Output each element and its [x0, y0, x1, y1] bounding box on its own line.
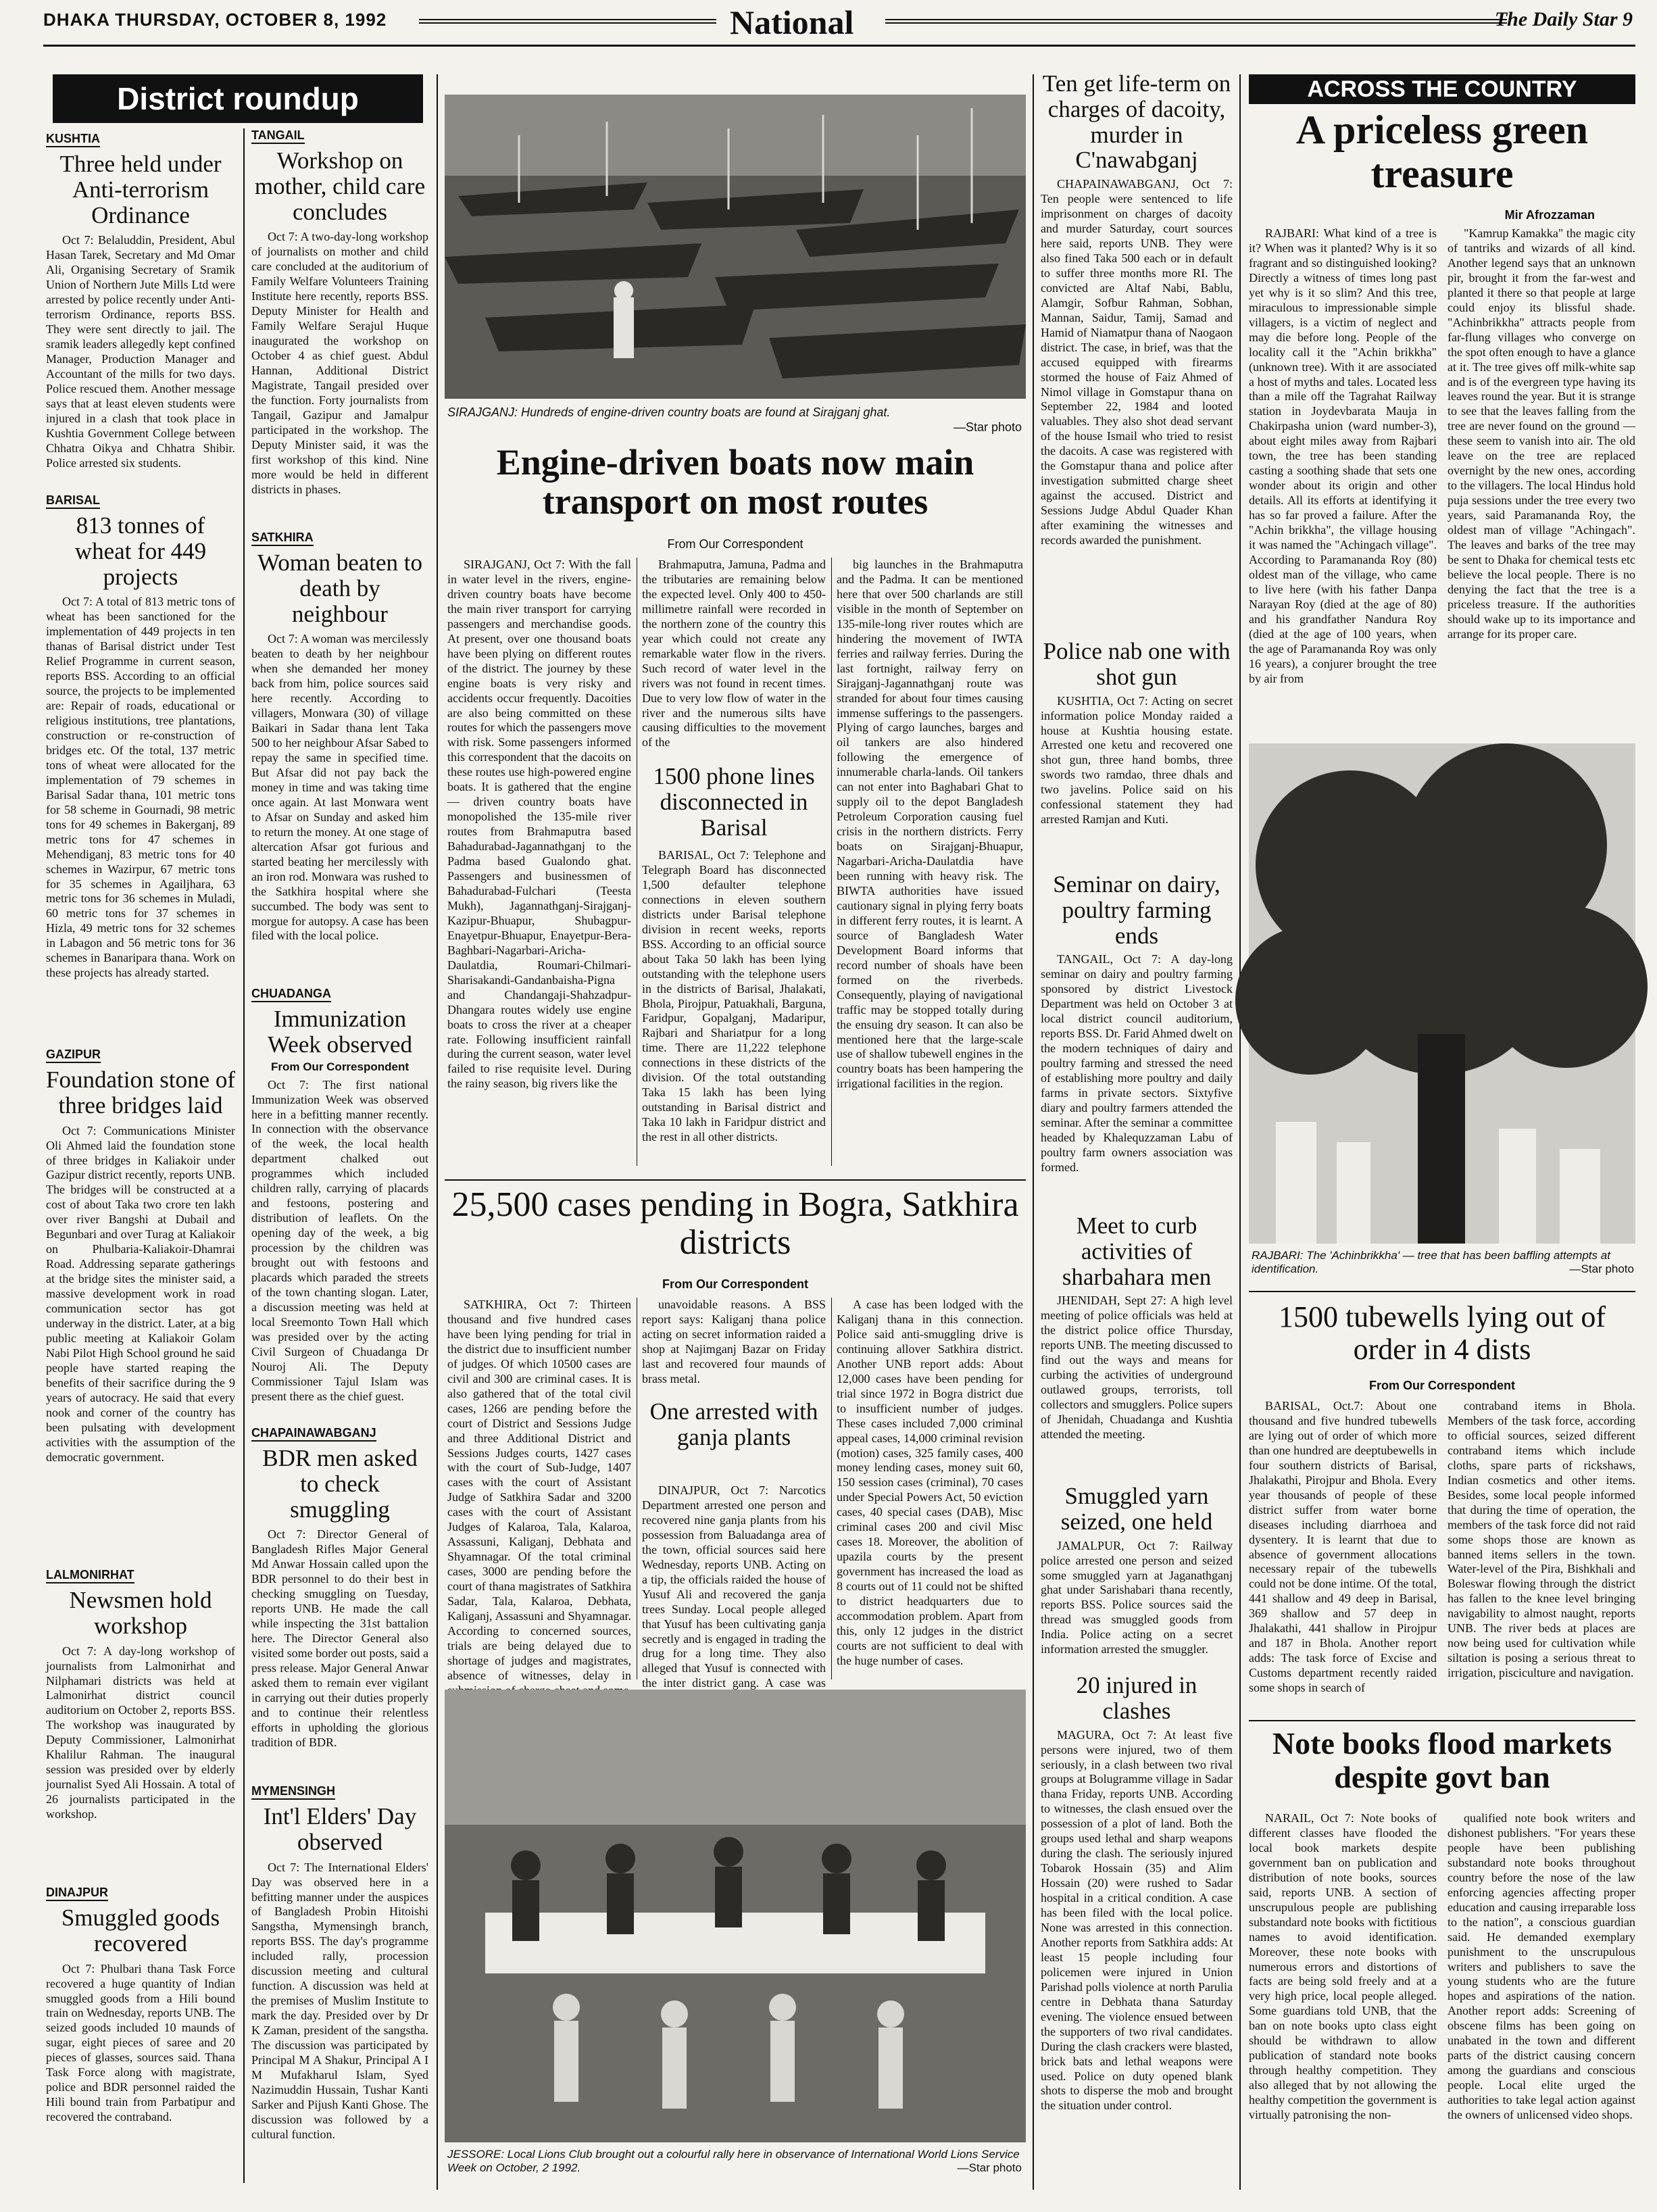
tree-photo-illustration	[1249, 743, 1635, 1244]
headline: Int'l Elders' Day observed	[263, 1803, 417, 1855]
headline: 813 tonnes of wheat for 449 projects	[74, 512, 207, 590]
headline: Immunization Week observed	[268, 1006, 412, 1058]
location-label: GAZIPUR	[46, 1048, 101, 1063]
jessore-photo	[445, 1690, 1026, 2142]
tubewells-headline: 1500 tubewells lying out of order in 4 dists	[1279, 1300, 1606, 1366]
phones-body: BARISAL, Oct 7: Telephone and Telegraph Board has disconnected 1,500 defaulter telephone connections in eleven southern districts under Barisal telephone division in recent weeks, reports BSS. According to an official source about Taka 50 lakh has been lying outstanding with the telephone users in the districts of Barisal, Jhalakati, Bhola, Pirojpur, Patuakhali, Barguna, Faridpur, Gopalganj, Madaripur, Rajbari and Shariatpur for a long time. There are 11,222 telephone connections in these districts of the division. Of the total outstanding Taka 15 lakh has been lying outstanding in Barisal district and Taka 10 lakh in Faridpur district and the rest in all other districts.	[642, 848, 826, 1144]
tubewells-byline: From Our Correspondent	[1368, 1379, 1515, 1392]
story-satkhira	[251, 531, 428, 977]
story-body: JHENIDAH, Sept 27: A high level meeting of police officials was held at the district police office Thursday, reports UNB. The meeting discussed to find out the ways and means for curbing the activities of underground outlawed groups, terrorists, toll collectors and smugglers. Police supers of Jhenidah, Chuadanga and Kushtia attended the meeting.	[1041, 1294, 1233, 1441]
headline: Newsmen hold workshop	[69, 1587, 212, 1639]
story-body: Oct 7: Communications Minister Oli Ahmed laid the foundation stone of three bridges in Kaliakoir under Gazipur district recently, reports UNB. The bridges will be constructed at a cost of about Taka two crore ten lakh over river Bangshi at Dubail and Begunbari and over Turag at Kaliakoir on Phulbaria-Kaliakoir-Dhamrai Road. Addressing separate gatherings at the bridge sites the minister said, a massive development work in road communication sector has got underway in the district. Later, at a big public meeting at Kaliakoir Golam Nabi Pilot High School ground he said people have started reaping the benefits of their sacrifice during the 9 years of autocracy. He said that every nook and corner of the country has been pulsating with development activities with the assumption of the democratic government.	[46, 1123, 235, 1464]
location-label: KUSHTIA	[46, 132, 100, 147]
headline: Ten get life-term on charges of dacoity, murder in C'nawabganj	[1042, 70, 1231, 174]
story-body: TANGAIL, Oct 7: A day-long seminar on dairy and poultry farming sponsored by district Livestock Department was held on October 3 at local district council auditorium, reports BSS. Dr. Farid Ahmed dwelt on the modern techniques of dairy and poultry farming and stressed the need of establishing more poultry and daily farms in private sectors. Sixtyfive diary and poultry farmers attended the seminar. After the seminar a committee headed by Khalequzzaman Labu of poultry farm owners association was formed.	[1041, 952, 1233, 1174]
bogra-headline: 25,500 cases pending in Bogra, Satkhira districts	[451, 1185, 1019, 1262]
story-body: Oct 7: A two-day-long workshop of journalists on mother and child care concluded at the auditorium of Family Welfare Volunteers Training Institute here recently, reports BSS. Deputy Minister for Health and Family Welfare Serajul Huque inaugurated the workshop on October 4 as chief guest. Abdul Hannan, Additional District Magistrate, Tangail presided over the function. Forty journalists from Tangail, Gazipur and Jamalpur participated in the workshop. The Deputy Minister said, it was the first workshop of this kind. Nine more would be held in different districts in phases.	[251, 230, 428, 496]
story-dacoity	[1041, 71, 1233, 637]
boats-photo-illustration	[445, 95, 1026, 399]
story-body: Oct 7: A total of 813 metric tons of wheat has been sanctioned for the implementation of 449 projects in ten thanas of Barisal district under Test Relief Programme in current season, reports BSS. According to an official source, the projects to be implemented are: Repair of roads, educational or religious institutions, tree plantations, construction or re-construction of bridges etc. Of the total, 137 metric tons of wheat were allocated for the implementation of 79 schemes in Barisal Sadar thana, 101 metric tons for 58 scheme in Gournadi, 98 metric tons for 49 schemes in Bakerganj, 89 metric tons for 47 schemes in Mehendiganj, 83 metric tons for 40 schemes in Wazirpur, 67 metric tons for 35 schemes in Agailjhara, 63 metric tons for 36 schemes in Muladi, 60 metric tons for 37 schemes in Hizla, 49 metric tons for 32 schemes in Labagon and 56 metric tons for 36 schemes in Banaripara thana. Work on these projects has already started.	[46, 595, 235, 980]
story-gazipur	[46, 1048, 235, 1624]
ganja-headline: One arrested with ganja plants	[649, 1398, 818, 1450]
story-shotgun	[1041, 639, 1233, 850]
story-body: MAGURA, Oct 7: At least five persons were injured, two of them seriously, in a clash between two rival groups at Bolugramme village in Sadar thana Friday, reports UNB. According to witnesses, the clash ensued over the possession of a plot of land. Both the groups used lethal and sharp weapons during the clash. The seriously injured Tobarok Hossain (35) and Alim Hossain (20) were rushed to Sadar hospital in a critical condition. A case has been filed with the local police. None was arrested in this connection. Another reports from Satkhira adds: At least 15 people including four policemen were injured in Union Parishad polls violence at north Parulia centre in Debhata thana Saturday evening. The violence ensued between the supporters of two rival candidates. During the clash crackers were blasted, brick bats and lethal weapons were used. Police on duty opened blank shots to disperse the mob and brought the situation under control.	[1041, 1727, 1233, 2113]
boats-col-1: SIRAJGANJ, Oct 7: With the fall in water level in the rivers, engine-driven country boats have become the main river transport for carrying passengers and merchandise goods. At present, over one thousand boats have been plying on different routes of the district. The journey by these engine boats is very risky and accidents occur frequently. Dacoities are also being committed on these routes for which the passengers move with risk. Some passengers informed this correspondent that the dacoits on these routes use high-powered engine boats. It is gathered that the engine — driven country boats have monopolished the 135-mile river routes from Brahmaputra based Bahadurabad-Jagannathganj to the Padma based Gualondo ghat. Passengers and businessmen of Bahadurabad-Fulchari (Teesta Mukh), Jagannathganj-Sirajganj-Kazipur-Bhuapur, Shubagpur-Enayetpur-Bhuapur, Enayetpur-Bera-Baghbari-Nagarbari-Aricha-Daulatdia, Roumari-Chilmari-Sharisakandi-Gandanbaisha-Pigna and Chandangaji-Shahzadpur-Dhangara routes widely use engine boats to cross the river at a cheaper rate. Following insufficient rainfall during the current season, water level failed to rise requisite level. During the rainy season, big rivers like the	[447, 558, 631, 1091]
column-rule	[243, 128, 245, 2183]
story-seminar	[1041, 872, 1233, 1243]
tree-caption: RAJBARI: The 'Achinbrikkha' — tree that has been baffling attempts at identification. —Star photo	[1252, 1249, 1634, 1276]
story-body: Oct 7: Belaluddin, President, Abul Hasan Tarek, Secretary and Md Omar Ali, Organising Secretary of Sramik Union of Northern Jute Mills Ltd were arrested by police recently under Anti-terrorism Ordinance, reports BSS. They were sent directly to jail. The sramik leaders allegedly kept confined Manager, Production Manager and Accountant of the mills for two days. Police rescued them. Another message says that at least eleven students were injured in a clash that took place in Kushtia Government College between Chhatra Oikya and Chhatra Shibir. Police arrested six students.	[46, 233, 235, 470]
boats-col-3: big launches in the Brahmaputra and the Padma. It can be mentioned here that over 500 charlands are still visible in the month of September on 135-mile-long river routes which are hindering the movement of IWTA ferries and railway ferries. During the last fortnight, railway ferry on Sirajganj-Jagannathganj route was stranded for about four times causing immense sufferings to the passengers. Plying of cargo launches, barges and oil tankers are also hindered following the emergence of innumerable charla-lands. Oil tankers can not enter into Baghabari Ghat to supply oil to the depot Bangladesh Petroleum Corporation causing fuel crisis in the northern districts. Ferry boats on Sirajganj-Bhuapur, Nagarbari-Aricha-Daulatdia have been running with heavy risk. The BIWTA authorities have issued cautionary signal in plying ferry boats in different ferry routes, it is learnt. A source of Bangladesh Water Development Board informs that record number of shoals have been formed on the riverbeds. Consequently, playing of navigational traffic may be stopped totally during the ensuing dry season. It can also be mentioned here that the large-scale use of shallow tubewell engines in the country boats has been hampering the irrigational facilities in the region.	[837, 558, 1023, 1091]
column-rule	[1239, 74, 1241, 2190]
photo-credit: —Star photo	[957, 2161, 1022, 2175]
story-body: CHAPAINAWABGANJ, Oct 7: Ten people were sentenced to life imprisonment on charges of dacoity and murder Saturday, court sources here said, reports UNB. They were also fined Taka 500 each or in default to suffer three months more RI. The convicted are Altaf Nabi, Bablu, Alamgir, Sofbur Rahman, Sobhan, Mannan, Saidur, Tamij, Samad and Hamid of Niamatpur thana of Naogaon district. The case, in brief, was that the accused equipped with firearms stormed the house of Faiz Ahmed of Nimol village in Gomstapur thana on September 22, 1984 and looted valuables. They also shot dead servant of the house Ismail who tried to resist the dacoits. A case was registered with the Gomstapur thana and police after investigation submitted charge sheet against the accused. District and Sessions Judge Abdul Quader Khan after examining the witnesses and records awarded the punishment.	[1041, 177, 1233, 547]
story-lalmonirhat	[46, 1568, 235, 1901]
ganja-body: DINAJPUR, Oct 7: Narcotics Department arrested one person and recovered nine ganja plants from his possession from Baluadanga area of the town, official sources said here Wednesday, reports UNB. Acting on a tip, the officials raided the house of Yusuf Ali and recovered the ganja trees Sunday. Local people alleged that Yusuf has been cultivating ganja secretly and is engaged in trading the drug for a long time. They also alleged that Yusuf is connected with the inter district gang. A case was	[642, 1483, 826, 1690]
location-label: BARISAL	[46, 493, 100, 509]
jessore-photo-illustration	[445, 1690, 1026, 2142]
photo-credit: —Star photo	[1569, 1262, 1634, 1276]
location-label: DINAJPUR	[46, 1886, 108, 1901]
story-body: Oct 7: A woman was mercilessly beaten to death by her neighbour when she demanded her money back from him, police sources said here recently. According to villagers, Monwara (30) of village Baikari in Sadar thana lent Taka 500 to her neighbour Afsar Sabed to repay the same in specified time. But Afsar did not pay back the money in time and was taking time once again. At last Monwara went to Afsar on Sunday and asked him to return the money. At one stage of altercation Afsar got furious and started beating her mercilessly with an iron rod. Monwara was rushed to the Satkhira hospital where she succumbed. The body was sent to morgue for autopsy. A case has been filed with the local police.	[251, 632, 428, 943]
top-rule	[43, 45, 1635, 47]
headline: BDR men asked to check smuggling	[262, 1445, 418, 1523]
boats-byline: From Our Correspondent	[667, 537, 803, 551]
notebooks-col-2: qualified note book writers and dishonest publishers. "For years these people have been publishing substandard note books throughout country before the nose of the law enforcing agencies affecting proper education and causing irreparable loss to the nation", a conscious guardian said. He demanded exemplary punishment to the unscrupulous writers and publishers to save the young students who are the future hopes and aspirations of the nation. Another report adds: Screening of obscene films has been going on unabated in the town and different parts of the district causing concern among the guardians and conscious people. Local elite urged the authorities to take legal action against the owners of unlicensed video shops.	[1448, 1811, 1635, 2122]
masthead-rule-right	[885, 19, 1507, 24]
column-rule	[1033, 74, 1034, 2190]
photo-credit: —Star photo	[953, 420, 1022, 434]
dateline: DHAKA THURSDAY, OCTOBER 8, 1992	[43, 9, 387, 30]
section-rule	[1249, 1720, 1635, 1721]
story-body: Oct 7: Phulbari thana Task Force recovered a huge quantity of Indian smuggled goods from a Hili bound train on Wednesday, reports UNB. The seized goods included 10 maunds of sugar, eight pieces of saree and 20 pieces of glasses, sources said. Thana Task Force along with magistrate, police and BDR personnel raided the Hili bound train from Parbatipur and recovered the contraband.	[46, 1961, 235, 2124]
masthead-rule-left	[419, 19, 716, 24]
headline: Workshop on mother, child care concludes	[254, 147, 426, 225]
boats-photo	[445, 95, 1026, 399]
headline: Smuggled goods recovered	[61, 1904, 220, 1957]
story-kushtia	[46, 132, 235, 517]
story-body: Oct 7: The first national Immunization Week was observed here in a befitting manner recently. In connection with the observance of the week, the local health department chalked out programmes which included children rally, carrying of placards and festoons, postering and distribution of leaflets. On the opening day of the week, a big procession by the children was brought out with festoons and placards which paraded the streets of the town chanting slogan. Later, a discussion meeting was held at local Sreemonto Town Hall which was presided over by the acting Civil Surgeon of Chuadanga Dr Nouroj Ali. The Deputy Commissioner Tajul Islam was present there as the chief guest.	[251, 1077, 428, 1403]
headline: Seminar on dairy, poultry farming ends	[1053, 871, 1220, 949]
story-body: Oct 7: A day-long workshop of journalists from Lalmonirhat and Nilphamari districts was held at Lalmonirhat district council auditorium on October 2, reports BSS. The workshop was inaugurated by Deputy Commissioner, Lalmonirhat Khalilur Rahman. The inaugural session was presided over by elderly journalist Syed Ali Hossain. A total of 26 journalists participated in the workshop.	[46, 1644, 235, 1821]
story-yarn	[1041, 1483, 1233, 1674]
phones-headline: 1500 phone lines disconnected in Barisal	[653, 763, 815, 841]
location-label: LALMONIRHAT	[46, 1568, 134, 1583]
story-barisal	[46, 493, 235, 1135]
headline: Smuggled yarn seized, one held	[1060, 1483, 1213, 1535]
bogra-byline: From Our Correspondent	[662, 1277, 808, 1291]
tubewells-col-1: BARISAL, Oct.7: About one thousand and five hundred tubewells are lying out of order of which more than one hundred are deeptubewells in four southern districts of Barisal, Jhalakathi, Pirojpur and Bhola. Every year thousands of people of these district suffer from water borne diseases including diarrhoea and dysentery. It is learnt that due to absence of government allocations necessary repair of the tubewells could not be done intime. Of the total, 441 shallow and 49 deep in Barisal, 369 shallow and 57 deep in Jhalakathi, 441 shallow in Pirojpur and 187 in Bhola. Another report adds: The task force of Excise and Customs department recently raided some shops in search of	[1249, 1399, 1437, 1695]
location-label: MYMENSINGH	[251, 1784, 335, 1800]
boats-caption: SIRAJGANJ: Hundreds of engine-driven country boats are found at Sirajganj ghat. —Star photo	[447, 405, 1022, 434]
across-col-1: RAJBARI: What kind of a tree is it? When was it planted? Why is it so fragrant and so distinguished looking? Directly a witness of times long past yet why is it so slim? And this tree, miraculous to impressionable simple villagers, is a victim of neglect and may die before long. People of the locality call it the "Achin brikkha" (unknown tree). With it are associated a host of myths and tales. Located less than a mile off the Tagrahat Railway station in Joydevbarata Mauja in Chakirpasha union (ward number-3), about eight miles away from Rajbari town, the tree has been standing casting a soothing shade that sets one wonder about its origin and other details. All its efforts at identifying it has so far proved a failure. After the "Achin brikkha", the village housing it was named the "Achingach village". According to Paramananda Roy (80) oldest man of the village, who came to live here (with his father Danpa Narayan Roy (died at the age of 80) and his grandfather Nandura Roy (died at the age of 100 years, when the age of Paramananda Roy was only 16 years), a conjurer brought the tree by air from	[1249, 226, 1437, 685]
headline: Meet to curb activities of sharbahara men	[1062, 1212, 1212, 1290]
story-chuadanga	[251, 987, 428, 1409]
column-rule	[437, 74, 438, 2190]
story-sharbahara	[1041, 1213, 1233, 1463]
location-label: TANGAIL	[251, 128, 305, 144]
jessore-caption: JESSORE: Local Lions Club brought out a colourful rally here in observance of International World Lions Service Week on October, 2 1992. —Star photo	[447, 2148, 1022, 2175]
headline: Three held under Anti-terrorism Ordinance	[59, 151, 222, 228]
tubewells-col-2: contraband items in Bhola. Members of the task force, according to official sources, seized different contraband items which include cloths, spare parts of rickshaws, Indian cosmetics and other items. Besides, some local people informed that during the time of operation, the members of the task force did not raid some shops those are known as banned items sellers in the town. Water-level of the Pira, Bishkhali and Boleswar flowing through the district has fallen to the knee level bringing navigability to almost naught, reports UNB. The river beds at places are now being used for cultivation while siltation is posing a serious threat to irrigation, pisciculture and navigation.	[1448, 1399, 1635, 1680]
column-rule	[831, 1298, 832, 1679]
paper-name: The Daily Star 9	[1494, 8, 1633, 30]
headline: Woman beaten to death by neighbour	[257, 549, 423, 627]
location-label: CHAPAINAWABGANJ	[251, 1426, 376, 1442]
bogra-col-2: unavoidable reasons. A BSS report says: Kaliganj thana police acting on secret information raided a shop at Najimganj Bazar on Friday last and recovered four maunds of brass metal.	[642, 1298, 826, 1385]
boats-col-2: Brahmaputra, Jamuna, Padma and the tributaries are remaining below the expected level. Only 400 to 450-millimetre rainfall were recorded in the northern zone of the country this year which could not create any remarkable water flow in the rivers. Such record of water level in the rivers was not found in recent times. Due to very low flow of water in the river and the numerous silts have causing difficulties to the movement of the	[642, 558, 826, 749]
headline: Foundation stone of three bridges laid	[46, 1066, 235, 1119]
across-headline: A priceless green treasure	[1295, 107, 1589, 196]
headline: 20 injured in clashes	[1076, 1672, 1197, 1724]
byline: From Our Correspondent	[270, 1060, 409, 1073]
across-col-2: "Kamrup Kamakka" the magic city of tantriks and wizards of all kind. Another legend says that an unknown pir, brought it from the far-west and planted it there so that people at large could enjoy its blissful shade. "Achinbrikkha" attracts people from far-flung villages who converge on the spot often enough to have a glance at it. The tree gives off milk-white sap and is of the evergreen type having its leaves round the year. But it is strange to see that the leaves falling from the tree are never found on the ground — these seem to vanish into air. The old leave on the tree are replaced overnight by the new ones, according to the villagers. The local Hindus hold puja sessions under the tree every two years, said Paramananda Roy, the oldest man of village "Achingach". The leaves and barks of the tree may be sent to Dhaka for chemical tests etc believe the local people. There is no denying the fact that the tree is a priceless treasure. If the authorities should wake up to its importance and arrange for its proper care.	[1448, 226, 1635, 641]
column-rule	[831, 558, 832, 1166]
story-body: Oct 7: The International Elders' Day was observed here in a befitting manner under the auspices of Bangladesh Probin Hitoishi Sangstha, Mymensingh branch, reports BSS. The day's programme included rally, procession discussion meeting and cultural function. A discussion was held at the premises of Muslim Institute to mark the day. Presided over by Dr K Zaman, president of the sangstha. The discussion was participated by Principal M A Shakur, Principal A I M Mufakharul Islam, Syed Nazimuddin Hussain, Tushar Kanti Sarker and Pijush Kanti Ghose. The discussion was followed by a cultural function.	[251, 1860, 428, 2141]
district-roundup-banner: District roundup	[53, 74, 423, 123]
story-body: JAMALPUR, Oct 7: Railway police arrested one person and seized some smuggled yarn at Jaganathganj ghat under Sarishabari thana recently, reports BSS. Police sources said the thread was smuggled goods from India. Police acting on a secret information arrested the smuggler.	[1041, 1538, 1233, 1656]
bogra-col-3: A case has been lodged with the Kaliganj thana in this connection. Police said anti-smuggling drive is continuing allover Satkhira district. Another UNB report adds: About 12,000 cases have been pending for trial since 1972 in Bogra district due to insufficient number of judges. These cases included 7,000 criminal appeal cases, 14,000 criminal revision (motion) cases, 325 family cases, 400 money lending cases, money suit 60, 150 session cases (criminal), 70 cases under Special Powers Act, 50 eviction cases, 40 special cases (DAB), Misc criminal cases 200 and civil Misc cases 18. Moreover, the abolition of upazila courts by the present government has increased the load as 8 courts out of 11 could not be shifted to district headquarters due to accommodation problem. Apart from this, only 12 judges in the district courts are not sufficient to deal with the huge number of cases.	[837, 1298, 1023, 1667]
location-label: SATKHIRA	[251, 531, 314, 546]
notebooks-col-1: NARAIL, Oct 7: Note books of different classes have flooded the local book markets despite government ban on publication and distribution of note books, sources said, reports UNB. A section of unscrupulous people are publishing substandard note books with fictitious names to avoid identification. Moreover, these note books with numerous errors and distortions of facts are being sold freely and at a very high price, local people alleged. Some guardians told UNB, that the ban on note books upto class eight should be withdrawn to allow publication of standard note books through healthy competition. They also alleged that by not allowing the healthy competition the government is virtually patronising the non-	[1249, 1811, 1437, 2122]
story-tangail	[251, 128, 428, 514]
story-dinajpur	[46, 1886, 235, 2185]
headline: Police nab one with shot gun	[1043, 638, 1231, 690]
story-body: Oct 7: Director General of Bangladesh Rifles Major General Md Anwar Hossain called upon the BDR personnel to do their best in checking smuggling on Tuesday, reports UNB. He made the call while inspecting the 31st battalion here. The Director General also visited some border out posts, said a press release. Major General Anwar asked them to remain ever vigilant in carrying out their duties properly and to continue their relentless efforts in upholding the glorious tradition of BDR.	[251, 1527, 428, 1749]
bogra-col-1: SATKHIRA, Oct 7: Thirteen thousand and five hundred cases have been lying pending for trial in the district due to insufficient number of judges. Of which 10500 cases are civil and 300 are criminal cases. It is also gathered that of the total civil cases, 1266 are pending before the court of District and Sessions Judge and three Additional District and Sessions Judges courts, 1427 cases with the court of Sub-Judge, 1407 cases with the court of Assistant Judge of Satkhira Sadar and 3200 cases with the court of Assistant Judges of Kalaroa, Tala, Kalaroa, Assassuni, Kaliganj, Debhata and Shyamnagar. Of the total criminal cases, 3000 are pending before the court of thana magistrates of Satkhira Sadar, Tala, Kalaroa, Debhata, Kaliganj, Assassuni and Shyamnagar. According to concerned sources, trials are being delayed due to shortage of judges and magistrates, absence of witnesses, delay in	[447, 1298, 631, 1682]
story-chapainawabganj	[251, 1426, 428, 1784]
notebooks-headline: Note books flood markets despite govt ban	[1272, 1726, 1612, 1794]
section-rule	[1249, 1291, 1635, 1292]
location-label: CHUADANGA	[251, 987, 331, 1002]
story-mymensingh	[251, 1784, 428, 2158]
section-rule	[445, 1179, 1026, 1181]
story-body: KUSHTIA, Oct 7: Acting on secret information police Monday raided a house at Kushtia housing estate. Arrested one ketu and recovered one shot gun, three hand bombs, three swords two ramdao, three dhals and two javelins. Police said on his confessional statement they had arrested Ramjan and Kuti.	[1041, 693, 1233, 827]
across-author: Mir Afrozzaman	[1504, 208, 1595, 222]
tree-photo	[1249, 743, 1635, 1244]
section-title: National	[730, 3, 854, 41]
story-clashes	[1041, 1673, 1233, 2167]
boats-headline: Engine-driven boats now main transport on most routes	[496, 442, 974, 522]
across-banner: ACROSS THE COUNTRY	[1249, 74, 1635, 104]
